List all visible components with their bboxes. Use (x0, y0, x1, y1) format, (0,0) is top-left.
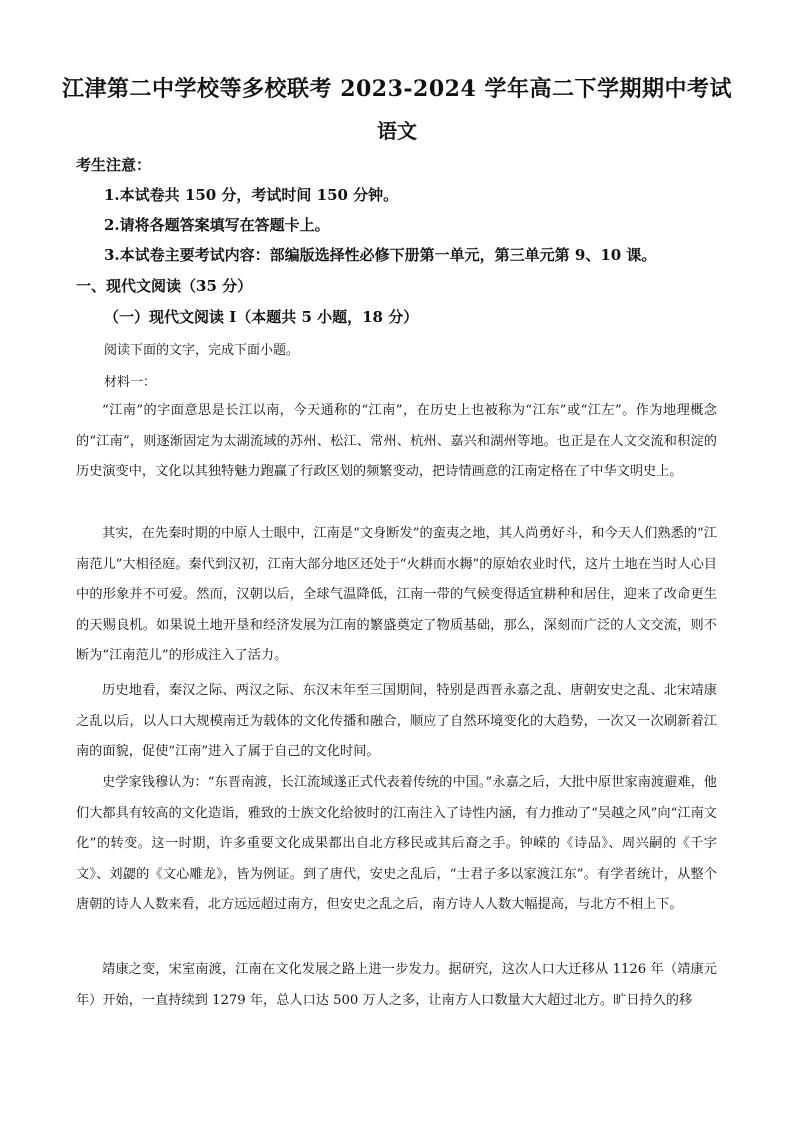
paragraph-5: 靖康之变，宋室南渡，江南在文化发展之路上进一步发力。据研究，这次人口大迁移从 1126 年（靖康元年）开始，一直持续到 1279 年，总人口达 500 万人之多，让南方人口数量大大超过北方。旷日持久的移 (76, 962, 717, 1008)
paragraph-4: 史学家钱穆认为：“东晋南渡，长江流域遂正式代表着传统的中国。”永嘉之后，大批中原世家南渡避难，他们大都具有较高的文化造诣，雅致的士族文化给彼时的江南注入了诗性内涵，有力推动了“吴越之风”向“江南文化”的转变。这一时期，许多重要文化成果都出自北方移民或其后裔之手。钟嵘的《诗品》、周兴嗣的《千字文》、刘勰的《文心雕龙》，皆为例证。到了唐代，安史之乱后，“士君子多以家渡江东”。有学者统计，从整个唐朝的诗人人数来看，北方远远超过南方，但安史之乱之后，南方诗人人数大幅提高，与北方不相上下。 (76, 775, 717, 912)
notice-item-3: 3.本试卷主要考试内容：部编版选择性必修下册第一单元，第三单元第 9、10 课。 (104, 246, 657, 264)
section-heading: 一、现代文阅读（35 分） (76, 277, 253, 295)
paragraph-1: “江南”的字面意思是长江以南，今天通称的“江南”，在历史上也被称为“江东”或“江左”。作为地理概念的“江南”，则逐渐固定为太湖流域的苏州、松江、常州、杭州、嘉兴和湖州等地。也正是在人文交流和积淀的历史演变中，文化以其独特魅力跑赢了行政区划的频繁变动，把诗情画意的江南定格在了中华文明史上。 (76, 403, 717, 479)
paragraph-2: 其实，在先秦时期的中原人士眼中，江南是“文身断发”的蛮夷之地，其人尚勇好斗，和今天人们熟悉的“江南范儿”大相径庭。秦代到汉初，江南大部分地区还处于“火耕而水耨”的原始农业时代，这片土地在当时人心目中的形象并不可爱。然而，汉朝以后，全球气温降低，江南一带的气候变得适宜耕种和居住，迎来了改命更生的天赐良机。如果说土地开垦和经济发展为江南的繁盛奠定了物质基础，那么，深刻而广泛的人文交流，则不断为“江南范儿”的形成注入了活力。 (76, 526, 717, 663)
paragraph-3: 历史地看，秦汉之际、两汉之际、东汉末年至三国期间，特别是西晋永嘉之乱、唐朝安史之乱、北宋靖康之乱以后，以人口大规模南迁为载体的文化传播和融合，顺应了自然环境变化的大趋势，一次又一次刷新着江南的面貌，促使“江南”进入了属于自己的文化时间。 (76, 683, 717, 759)
notice-heading: 考生注意： (76, 156, 152, 174)
reading-instruction: 阅读下面的文字，完成下面小题。 (104, 343, 300, 358)
subsection-heading: （一）现代文阅读 I（本题共 5 小题，18 分） (104, 308, 419, 326)
material-label: 材料一： (104, 375, 157, 390)
exam-title: 江津第二中学校等多校联考 2023-2024 学年高二下学期期中考试 (62, 76, 732, 102)
notice-item-2: 2.请将各题答案填写在答题卡上。 (104, 216, 330, 234)
subject-title: 语文 (377, 119, 417, 143)
notice-item-1: 1.本试卷共 150 分，考试时间 150 分钟。 (104, 186, 399, 204)
